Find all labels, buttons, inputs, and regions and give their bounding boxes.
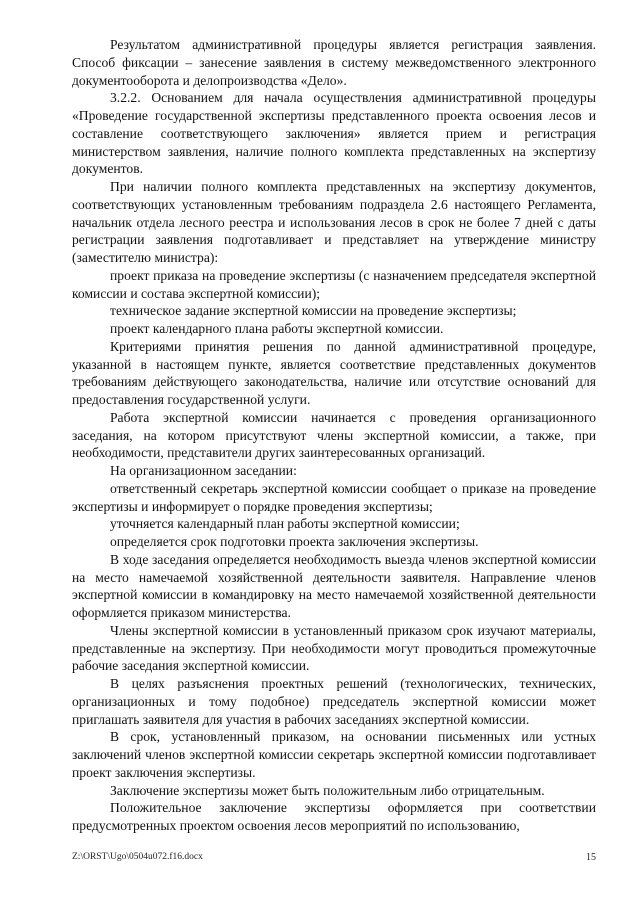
paragraph-organizational-meeting: На организационном заседании: [110,463,297,478]
page-number: 15 [586,852,596,863]
list-item-deadline-defined: определяется срок подготовки проекта заключения экспертизы. [110,534,479,549]
paragraph-result-registration: Результатом административной процедуры является регистрация заявления. Способ фиксации – занесение заявления в систему межведомственного электронного документооборота и делопроизводства «Дело». [72,37,596,88]
list-item-technical-task: техническое задание экспертной комиссии на проведение экспертизы; [110,303,517,319]
footer-file-path: Z:\ORST\Ugo\0504u072.f16.docx [72,852,203,862]
list-item-calendar-plan: проект календарного плана работы экспертной комиссии. [110,321,444,336]
paragraph-draft-conclusion: В срок, установленный приказом, на основании письменных или устных заключений членов экспертной комиссии секретарь экспертной комиссии подготавливает проект заключения экспертизы. [72,729,596,780]
document-body [72,36,596,835]
paragraph-commission-work: Работа экспертной комиссии начинается с проведения организационного заседания, на котором присутствуют члены экспертной комиссии, а также, при необходимости, представители других заинтересованных организаций. [72,409,596,461]
list-item-secretary-reports: ответственный секретарь экспертной комиссии сообщает о приказе на проведение экспертизы и информирует о порядке проведения экспертизы; [72,480,596,514]
paragraph-members-study: Члены экспертной комиссии в установленный приказом срок изучают материалы, представленные на экспертизу. При необходимости могут проводиться промежуточные рабочие заседания экспертной комиссии. [72,622,596,674]
paragraph-3-2-2: 3.2.2. Основанием для начала осуществления административной процедуры «Проведение государственной экспертизы представленного проекта освоения лесов и составление соответствующего заключения» является прием и регистрация министерством заявления, наличие полного комплекта представленных на экспертизу документов. [72,90,596,177]
paragraph-clarification: В целях разъяснения проектных решений (технологических, технических, организационных и тому подобное) председатель экспертной комиссии может приглашать заявителя для участия в рабочих заседаниях экспертной комиссии. [72,676,596,727]
list-item-order-draft: проект приказа на проведение экспертизы (с назначением председателя экспертной комиссии и состава экспертной комиссии); [72,267,596,301]
paragraph-conclusion-types: Заключение экспертизы может быть положительным либо отрицательным. [110,782,545,798]
paragraph-site-visit: В ходе заседания определяется необходимость выезда членов экспертной комиссии на место намечаемой хозяйственной деятельности заявителя. Направление членов экспертной комиссии в командировку на место намечаемой хозяйственной деятельности оформляется приказом министерства. [72,551,596,620]
list-item-calendar-refined: уточняется календарный план работы экспертной комиссии; [110,516,460,532]
paragraph-decision-criteria: Критериями принятия решения по данной административной процедуре, указанной в настоящем пункте, является соответствие представленных документов требованиям действующего законодательства, наличие или отсутствие оснований для предоставления государственной услуги. [72,338,596,407]
paragraph-full-package: При наличии полного комплекта представленных на экспертизу документов, соответствующих установленным требованиям подраздела 2.6 настоящего Регламента, начальник отдела лесного реестра и использования лесов в срок не более 7 дней с даты регистрации заявления подготавливает и представляет на утверждение министру (заместителю министра): [72,179,596,265]
paragraph-positive-conclusion: Положительное заключение экспертизы оформляется при соответствии предусмотренных проектом освоения лесов мероприятий по использованию, [72,800,596,833]
page-footer [72,852,596,863]
